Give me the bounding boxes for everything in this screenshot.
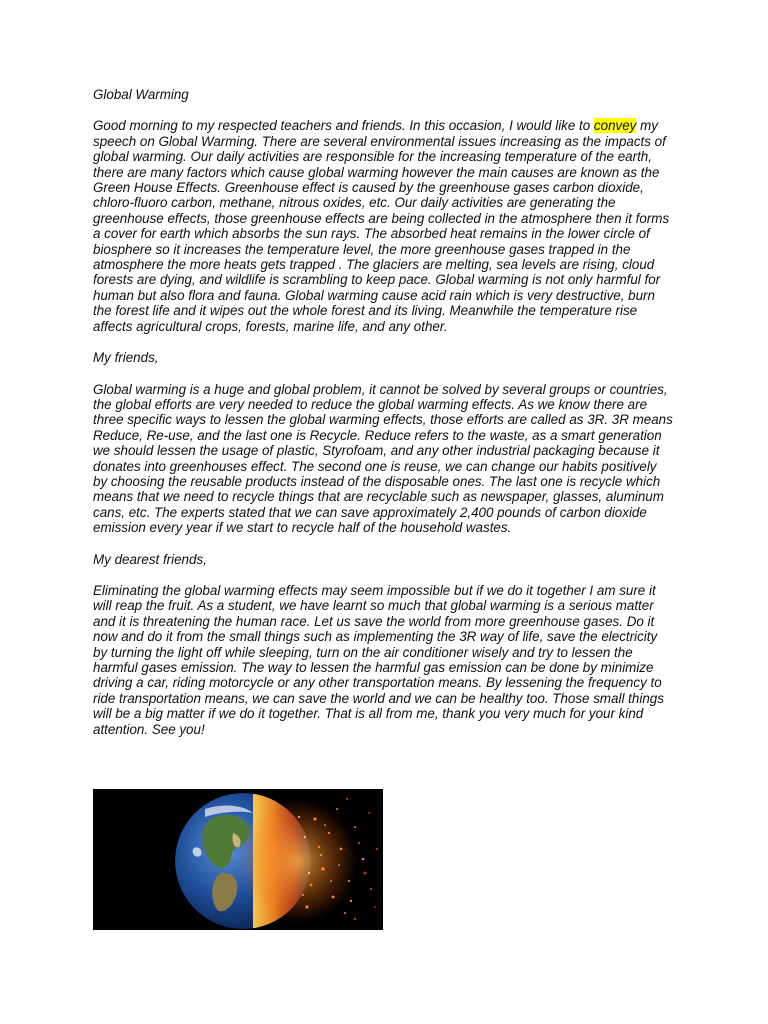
salutation-friends: My friends,: [93, 350, 159, 366]
document-body: [93, 87, 673, 753]
paragraph-3r: Global warming is a huge and global problem, it cannot be solved by several groups or countries, the global efforts are very needed to reduce the global warming effects. As we know there are three specific ways to lessen the global warming effects, those efforts are called as 3R. 3R means Reduce, Re-use, and the last one is Recycle. Reduce refers to the waste, as a smart generation we should lessen the usage of plastic, Styrofoam, and any other industrial packaging because it donates into greenhouses effect. The second one is reuse, we can change our habits positively by choosing the reusable products instead of the disposable ones. The last one is recycle which means that we need to recycle things that are recyclable such as newspaper, glasses, aluminum cans, etc. The experts stated that we can save approximately 2,400 pounds of carbon dioxide emission every year if we start to recycle half of the household wastes.: [93, 381, 673, 536]
paragraph-closing: Eliminating the global warming effects may seem impossible but if we do it together I am sure it will reap the fruit. As a student, we have learnt so much that global warming is a serious matter and it is threatening the human race. Let us save the world from more greenhouse gases. Do it now and do it from the small things such as implementing the 3R way of life, save the electricity by turning the light off while sleeping, turn on the air conditioner wisely and try to lessen the harmful gases emission. The way to lessen the harmful gas emission can be done by minimize driving a car, riding motorcycle or any other transportation means. By lessening the frequency to ride transportation means, we can save the world and we can be healthy too. Those small things will be a big matter if we do it together. That is all from me, thank you very much for your kind attention. See you!: [93, 582, 664, 737]
burning-earth-image: [93, 789, 383, 930]
highlighted-word: convey: [593, 118, 637, 134]
paragraph-intro-start: Good morning to my respected teachers and friends. In this occasion, I would like to: [93, 118, 594, 134]
paragraph-intro-rest: my speech on Global Warming. There are several environmental issues increasing as the impacts of global warming. Our daily activities are responsible for the increasing temperature of the earth, there are many factors which cause global warming however the main causes are known as the Green House Effects. Greenhouse effect is caused by the greenhouse gases carbon dioxide, chloro-fluoro carbon, methane, nitrous oxides, etc. Our daily activities are generating the greenhouse effects, those greenhouse effects are being collected in the atmosphere then it forms a cover for earth which absorbs the sun rays. The absorbed heat remains in the lower circle of biosphere so it increases the temperature level, the more greenhouse gases trapped in the atmosphere the more heats gets trapped . The glaciers are melting, sea levels are rising, cloud forests are dying, and wildlife is scrambling to keep pace. Global warming is not only harmful for human but also flora and fauna. Global warming cause acid rain which is very destructive, burn the forest life and it wipes out the whole forest and its living. Meanwhile the temperature rise affects agricultural crops, forests, marine life, and any other.: [93, 118, 670, 334]
document-title: Global Warming: [93, 87, 189, 102]
salutation-dearest-friends: My dearest friends,: [93, 551, 207, 567]
paragraph-intro: [93, 118, 673, 334]
